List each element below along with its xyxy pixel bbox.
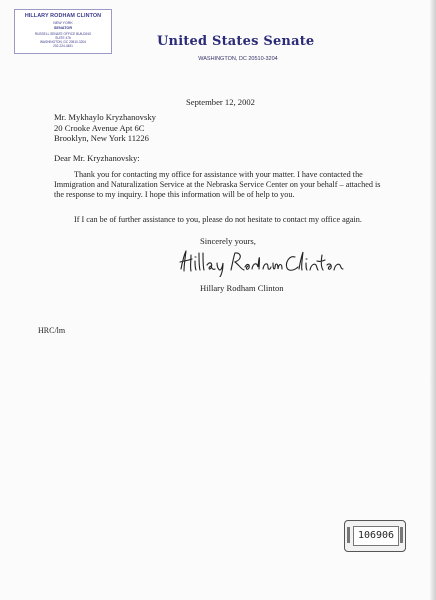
- stamp-mark-right: [400, 527, 403, 543]
- letterhead-address-line: WASHINGTON, DC 20510-3204: [39, 40, 87, 44]
- recipient-line: Mr. Mykhaylo Kryzhanovsky: [54, 112, 156, 122]
- recipient-line: Brooklyn, New York 11226: [54, 133, 149, 143]
- letterhead-state: NEW YORK: [53, 21, 73, 25]
- signer-name: Hillary Rodham Clinton: [200, 283, 284, 293]
- stamp-number: 106906: [353, 526, 399, 546]
- letterhead-address-line: 202-224-4451: [53, 44, 73, 48]
- handwritten-signature: [177, 247, 357, 277]
- letterhead-box: [14, 9, 112, 54]
- closing: Sincerely yours,: [200, 236, 256, 246]
- salutation: Dear Mr. Kryzhanovsky:: [54, 153, 140, 163]
- letter-date: September 12, 2002: [186, 97, 255, 107]
- recipient-line: 20 Crooke Avenue Apt 6C: [54, 122, 145, 133]
- file-number-stamp: [344, 520, 406, 552]
- body-paragraph-1: Thank you for contacting my office for assistance with your matter. I have contacted the Immigration and Naturalization Service at the Nebraska Service Center on your behalf – attached is the response to my inquiry. I hope this information will be of help to you.: [54, 170, 381, 199]
- letterhead-name: HILLARY RODHAM CLINTON: [24, 13, 102, 19]
- stamp-mark-left: [347, 527, 350, 543]
- letterhead-address: [15, 32, 111, 48]
- typist-initials: HRC/lm: [38, 326, 66, 335]
- letterhead-address-line: SUITE 476: [55, 36, 71, 40]
- recipient-address: [54, 112, 156, 144]
- senate-heading: United States Senate: [157, 34, 315, 49]
- page-edge-shadow: [430, 0, 436, 600]
- letterhead-title: SENATOR: [53, 26, 73, 30]
- senate-city-line: WASHINGTON, DC 20510-3204: [198, 56, 278, 62]
- letterhead-address-line: RUSSELL SENATE OFFICE BUILDING: [34, 32, 92, 36]
- body-paragraph-2: If I can be of further assistance to you, please do not hesitate to contact my office again.: [74, 215, 362, 224]
